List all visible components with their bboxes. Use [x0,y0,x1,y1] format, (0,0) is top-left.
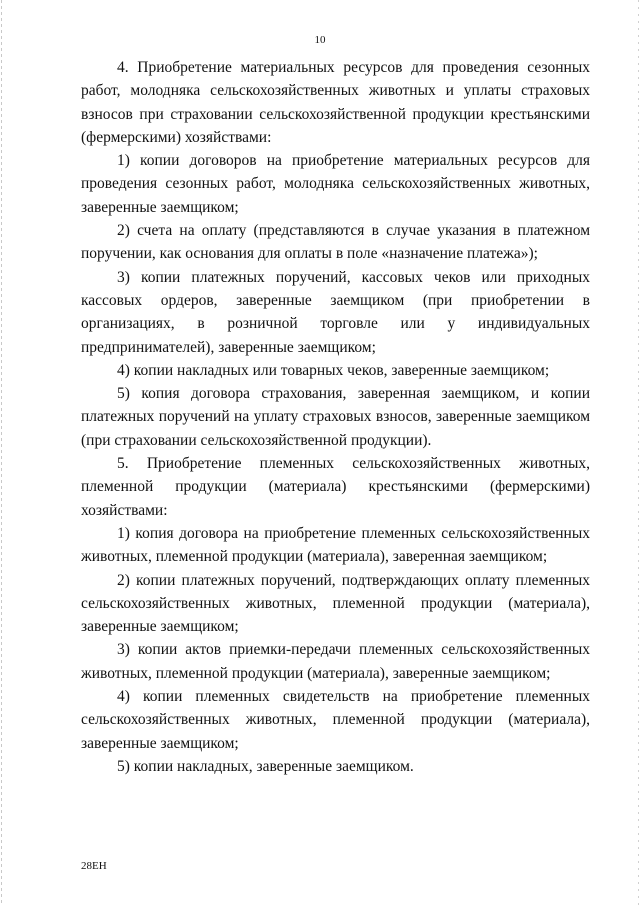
document-body [81,56,590,778]
list-item-4-1: 1) копии договоров на приобретение материальных ресурсов для проведения сезонных работ, молодняка сельскохозяйственных животных, заверенные заемщиком; [81,152,590,216]
section-heading-5: 5. Приобретение племенных сельскохозяйственных животных, племенной продукции (материала) крестьянскими (фермерскими) хозяйствами: [81,455,590,519]
page-number: 10 [314,34,326,46]
list-item-4-2: 2) счета на оплату (представляются в случае указания в платежном поручении, как основания для оплаты в поле «назначение платежа»); [81,222,590,263]
list-item-5-2: 2) копии платежных поручений, подтверждающих оплату племенных сельскохозяйственных животных, племенной продукции (материала), заверенные заемщиком; [81,571,590,636]
scan-edge-left [1,0,2,905]
list-item-4-5: 5) копия договора страхования, заверенная заемщиком, и копии платежных поручений на уплату страховых взносов, заверенные заемщиком (при страховании сельскохозяйственной продукции). [81,385,590,449]
section-heading-4: 4. Приобретение материальных ресурсов для проведения сезонных работ, молодняка сельскохозяйственных животных и уплаты страховых взносов при страховании сельскохозяйственной продукции крестьянскими (фермерскими) хозяйствами: [81,59,590,146]
document-code: 28ЕН [81,860,107,872]
scan-edge-right [638,0,639,905]
list-item-4-3: 3) копии платежных поручений, кассовых чеков или приходных кассовых ордеров, заверенные заемщиком (при приобретении в организациях, в розничной торговле или у индивидуальных предпринимателей), заверенные заемщиком; [81,268,590,356]
list-item-5-1: 1) копия договора на приобретение племенных сельскохозяйственных животных, племенной продукции (материала), заверенная заемщиком; [81,524,590,566]
list-item-5-3: 3) копии актов приемки-передачи племенных сельскохозяйственных животных, племенной продукции (материала), заверенные заемщиком; [81,641,590,682]
list-item-5-5: 5) копии накладных, заверенные заемщиком. [117,757,414,775]
list-item-4-4: 4) копии накладных или товарных чеков, заверенные заемщиком; [117,361,550,379]
list-item-5-4: 4) копии племенных свидетельств на приобретение племенных сельскохозяйственных животных, племенной продукции (материала), заверенные заемщиком; [81,688,590,752]
